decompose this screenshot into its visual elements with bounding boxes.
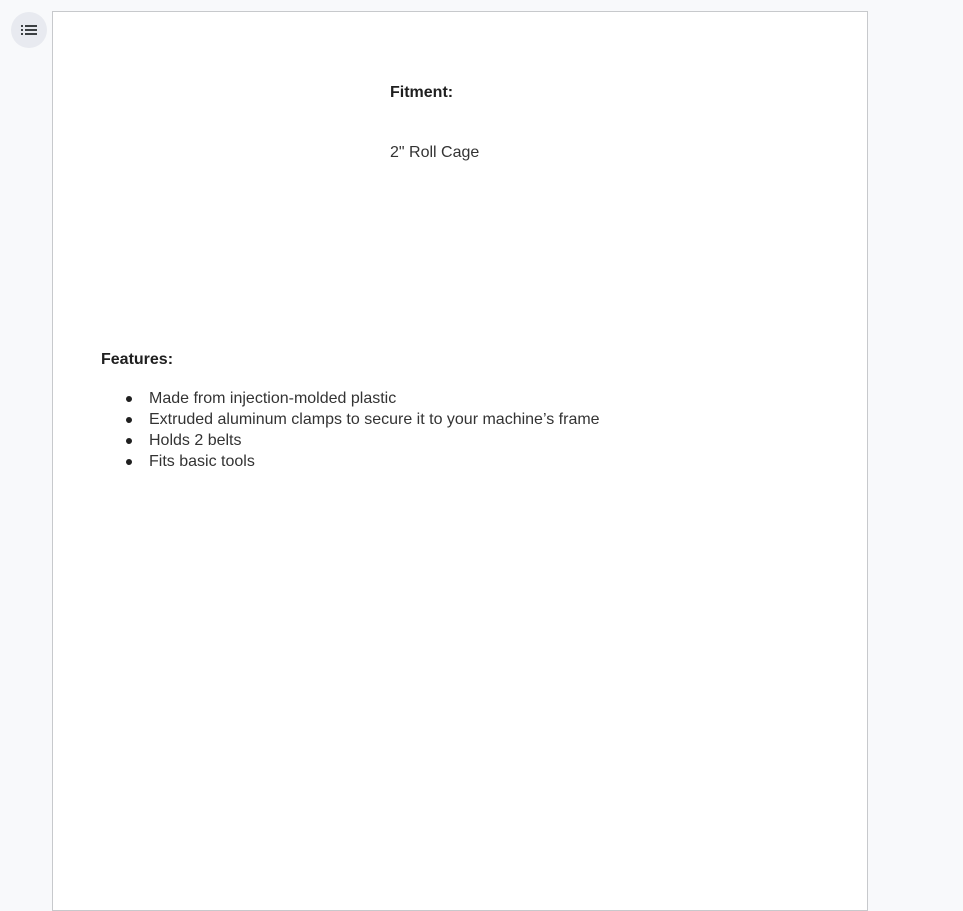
fitment-heading: Fitment: [390, 84, 454, 101]
list-item [101, 409, 600, 430]
features-heading: Features: [101, 351, 174, 368]
fitment-value: 2" Roll Cage [390, 144, 480, 161]
list-item-text: Fits basic tools [149, 453, 255, 470]
list-item-text: Extruded aluminum clamps to secure it to your machine’s frame [149, 411, 600, 428]
bullet-icon [126, 417, 132, 423]
list-item [101, 388, 600, 409]
bullet-icon [126, 438, 132, 444]
list-item [101, 451, 600, 472]
document-page[interactable] [52, 11, 868, 911]
list-item-text: Holds 2 belts [149, 432, 242, 449]
bullet-icon [126, 459, 132, 465]
list-item [101, 430, 600, 451]
bullet-icon [126, 396, 132, 402]
bulleted-list-icon [21, 24, 37, 36]
list-item-text: Made from injection-molded plastic [149, 390, 397, 407]
document-outline-button[interactable] [11, 12, 47, 48]
features-list [101, 388, 600, 472]
